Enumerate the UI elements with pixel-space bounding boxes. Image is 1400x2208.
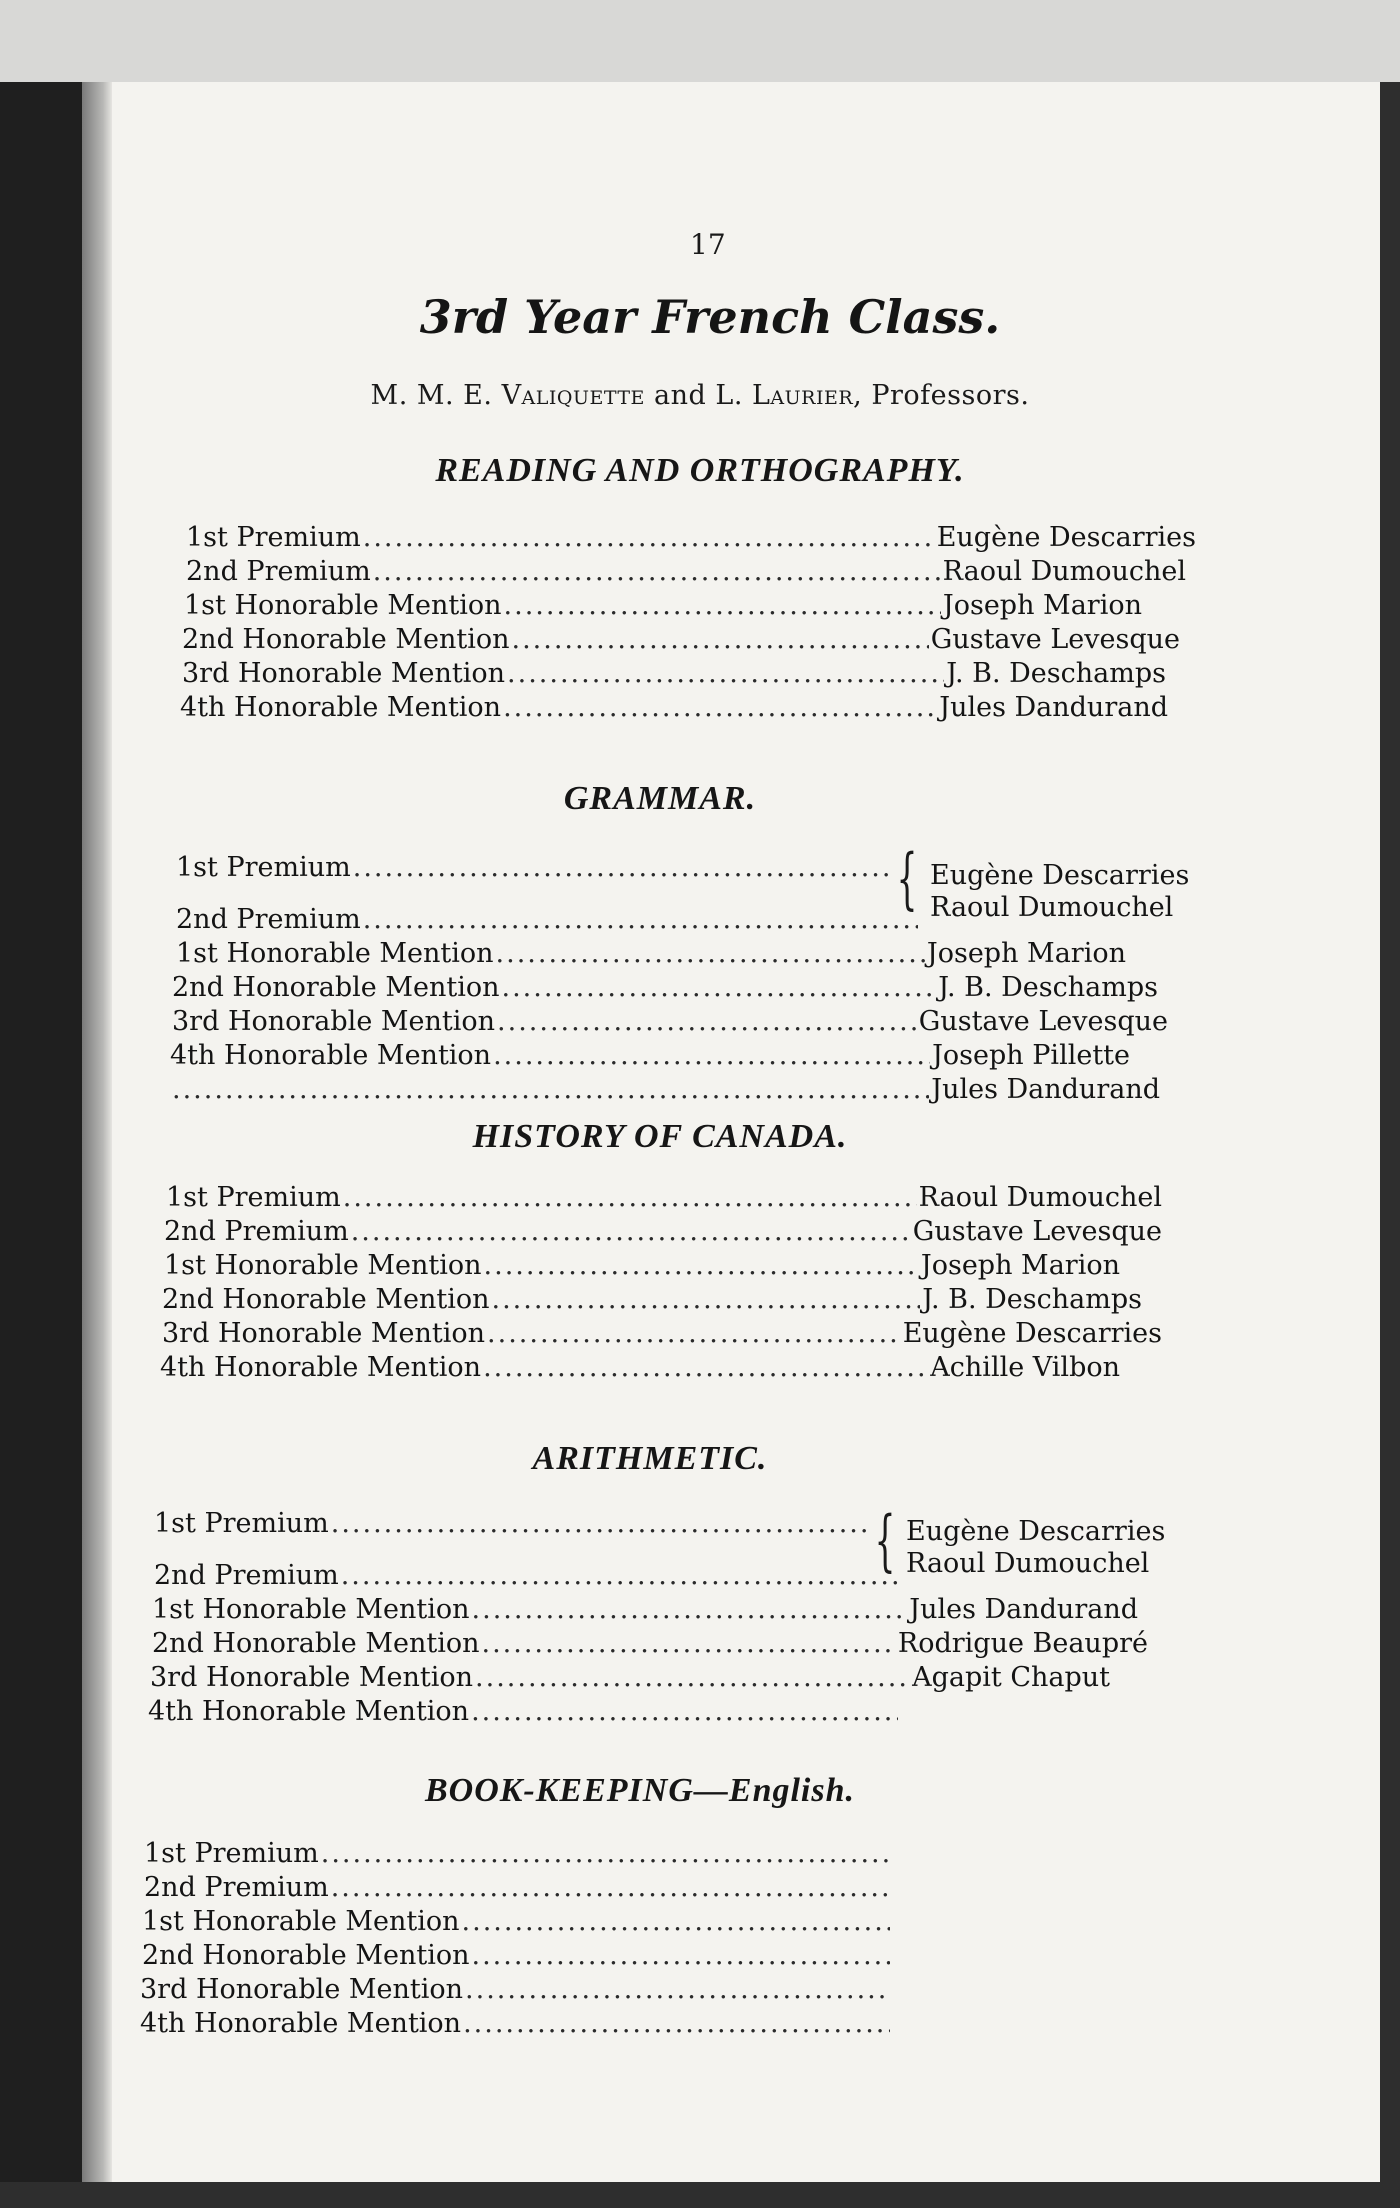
- section-title-history: HISTORY OF CANADA.: [472, 1118, 848, 1155]
- list-item: 2nd Premium .....: [154, 1560, 900, 1594]
- brace-icon: {: [874, 1502, 896, 1579]
- list-item: 1st Premium ..... Eugène Descarries: [186, 522, 1196, 556]
- list-item: Raoul Dumouchel: [930, 892, 1174, 923]
- list-item: 4th Honorable Mention .....: [148, 1696, 900, 1730]
- section-title-arithmetic: ARITHMETIC.: [532, 1440, 768, 1477]
- list-item: 1st Honorable Mention ..... Joseph Marion: [184, 590, 1142, 624]
- list-item: 1st Honorable Mention .....: [142, 1906, 892, 1940]
- professor-name-2: Laurier,: [752, 380, 863, 411]
- list-item: 2nd Premium .....: [176, 904, 920, 938]
- professor-name-1: Valiquette: [501, 380, 645, 411]
- list-item: 1st Premium .....: [154, 1508, 872, 1542]
- professors-line: [310, 380, 1090, 411]
- list-item: 2nd Honorable Mention ..... Rodrigue Beaupré: [152, 1628, 1148, 1662]
- section-title-grammar: GRAMMAR.: [563, 780, 757, 817]
- list-item: 4th Honorable Mention .....: [140, 2008, 892, 2042]
- list-item: 2nd Honorable Mention ..... J. B. Deschamps: [162, 1284, 1142, 1318]
- list-item: 3rd Honorable Mention ..... Eugène Descarries: [162, 1318, 1162, 1352]
- professors-suffix: Professors.: [871, 380, 1030, 411]
- list-item: 1st Honorable Mention ..... Joseph Marion: [164, 1250, 1120, 1284]
- list-item: Eugène Descarries: [906, 1516, 1166, 1547]
- list-item: ..... Jules Dandurand: [170, 1074, 1160, 1108]
- scan-bottom-border: [0, 2182, 1400, 2208]
- list-item: 1st Premium .....: [176, 852, 896, 886]
- list-item: 1st Honorable Mention ..... Jules Dandurand: [152, 1594, 1138, 1628]
- scan-left-border: [0, 0, 82, 2208]
- list-item: Raoul Dumouchel: [906, 1548, 1150, 1579]
- scan-top-border: [0, 0, 1400, 82]
- list-item: 1st Premium ..... Raoul Dumouchel: [166, 1182, 1162, 1216]
- list-item: 1st Honorable Mention ..... Joseph Marion: [176, 938, 1126, 972]
- list-item: 2nd Honorable Mention ..... Gustave Levesque: [182, 624, 1180, 658]
- list-item: 2nd Honorable Mention .....: [142, 1940, 892, 1974]
- list-item: 4th Honorable Mention ..... Achille Vilbon: [160, 1352, 1120, 1386]
- list-item: 4th Honorable Mention ..... Joseph Pillette: [170, 1040, 1130, 1074]
- section-title-reading: READING AND ORTHOGRAPHY.: [435, 452, 965, 489]
- scan-right-border: [1380, 82, 1400, 2208]
- brace-icon: {: [896, 840, 918, 917]
- page-spine-shadow: [82, 82, 112, 2182]
- list-item: 3rd Honorable Mention ..... Gustave Levesque: [172, 1006, 1168, 1040]
- list-item: 3rd Honorable Mention ..... Agapit Chaput: [150, 1662, 1110, 1696]
- class-title: 3rd Year French Class.: [419, 290, 1001, 344]
- section-title-bookkeeping: BOOK-KEEPING—English.: [424, 1772, 856, 1809]
- list-item: Eugène Descarries: [930, 860, 1190, 891]
- list-item: 2nd Honorable Mention ..... J. B. Deschamps: [172, 972, 1158, 1006]
- professors-mid: and L.: [654, 380, 743, 411]
- list-item: 2nd Premium ..... Raoul Dumouchel: [186, 556, 1186, 590]
- page-number: 17: [690, 228, 726, 261]
- list-item: 1st Premium .....: [144, 1838, 892, 1872]
- professors-prefix: M. M. E.: [370, 380, 493, 411]
- list-item: 4th Honorable Mention ..... Jules Dandurand: [180, 692, 1168, 726]
- list-item: 2nd Premium ..... Gustave Levesque: [164, 1216, 1162, 1250]
- list-item: 3rd Honorable Mention ..... J. B. Deschamps: [182, 658, 1166, 692]
- list-item: 2nd Premium .....: [144, 1872, 892, 1906]
- list-item: 3rd Honorable Mention .....: [140, 1974, 892, 2008]
